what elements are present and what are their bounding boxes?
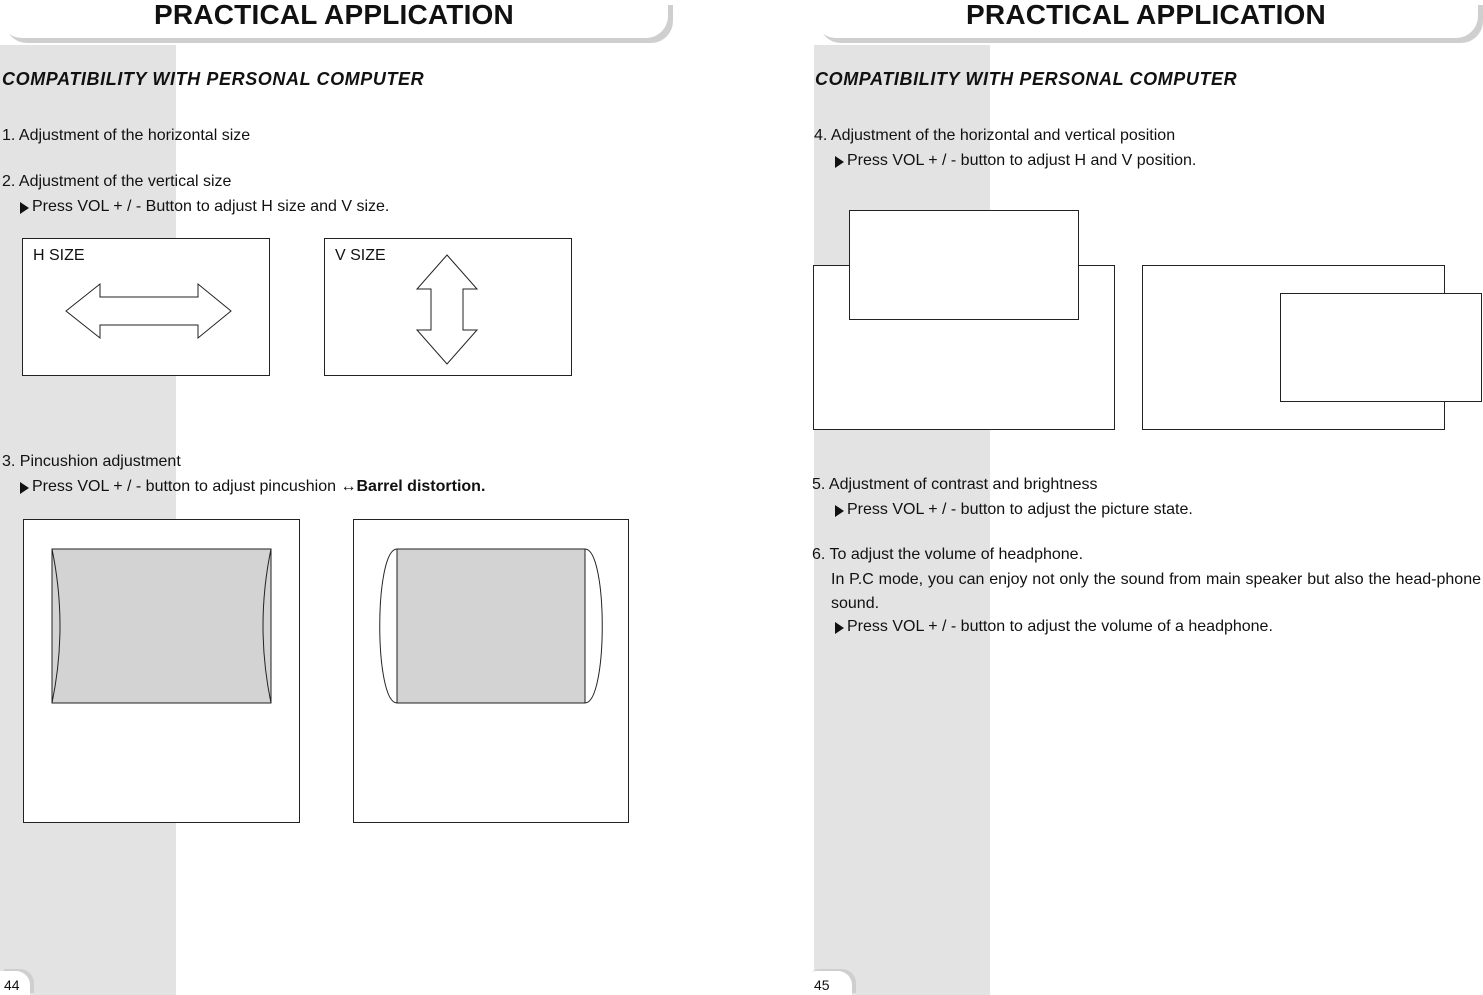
item1-heading: 1. Adjustment of the horizontal size <box>2 127 251 144</box>
position-window-1 <box>849 210 1079 320</box>
item3-instruction <box>20 477 485 497</box>
left-section-title: COMPATIBILITY WITH PERSONAL COMPUTER <box>2 69 425 89</box>
barrel-screen-icon <box>354 520 628 822</box>
vsize-label: V SIZE <box>335 247 386 264</box>
item3-bold-text: Barrel distortion. <box>356 478 486 495</box>
left-right-arrow-icon: ↔ <box>340 478 357 495</box>
item6-heading: 6. To adjust the volume of headphone. <box>812 546 1084 563</box>
right-header-bar <box>814 0 1478 38</box>
barrel-diagram <box>353 519 629 823</box>
item6-instruction-text: Press VOL + / - button to adjust the volume of a headphone. <box>847 618 1273 635</box>
position-window-2 <box>1280 293 1482 402</box>
item4-heading: 4. Adjustment of the horizontal and vertical position <box>814 127 1176 144</box>
right-gutter-band <box>814 45 990 995</box>
item4-instruction-text: Press VOL + / - button to adjust H and V position. <box>847 152 1197 169</box>
vsize-diagram <box>324 238 572 376</box>
horizontal-double-arrow-icon <box>23 239 269 375</box>
item4-instruction <box>835 151 1196 171</box>
item5-instruction <box>835 500 1193 520</box>
right-page <box>742 0 1483 995</box>
item3-instruction-text: Press VOL + / - button to adjust pincushion <box>32 478 337 495</box>
hsize-label: H SIZE <box>33 247 85 264</box>
item3-heading: 3. Pincushion adjustment <box>2 453 181 470</box>
right-header-title: PRACTICAL APPLICATION <box>966 0 1326 30</box>
vertical-double-arrow-icon <box>325 239 571 375</box>
item5-heading: 5. Adjustment of contrast and brightness <box>812 476 1098 493</box>
left-header-title: PRACTICAL APPLICATION <box>154 0 514 30</box>
item2-heading: 2. Adjustment of the vertical size <box>2 173 232 190</box>
bullet-icon <box>835 156 844 168</box>
item2-instruction <box>20 197 389 217</box>
item2-instruction-text: Press VOL + / - Button to adjust H size and V size. <box>32 198 390 215</box>
pincushion-screen-icon <box>24 520 299 822</box>
bullet-icon <box>20 202 29 214</box>
bullet-icon <box>20 482 29 494</box>
item6-body: In P.C mode, you can enjoy not only the sound from main speaker but also the head-phone sound. <box>831 571 1481 612</box>
left-header-bar <box>0 0 668 38</box>
bullet-icon <box>835 622 844 634</box>
bullet-icon <box>835 505 844 517</box>
right-page-number: 45 <box>802 971 852 995</box>
item6-instruction <box>835 617 1273 637</box>
pincushion-diagram <box>23 519 300 823</box>
hsize-diagram <box>22 238 270 376</box>
item5-instruction-text: Press VOL + / - button to adjust the picture state. <box>847 501 1193 518</box>
right-section-title: COMPATIBILITY WITH PERSONAL COMPUTER <box>815 69 1238 89</box>
left-page-number: 44 <box>0 971 30 995</box>
